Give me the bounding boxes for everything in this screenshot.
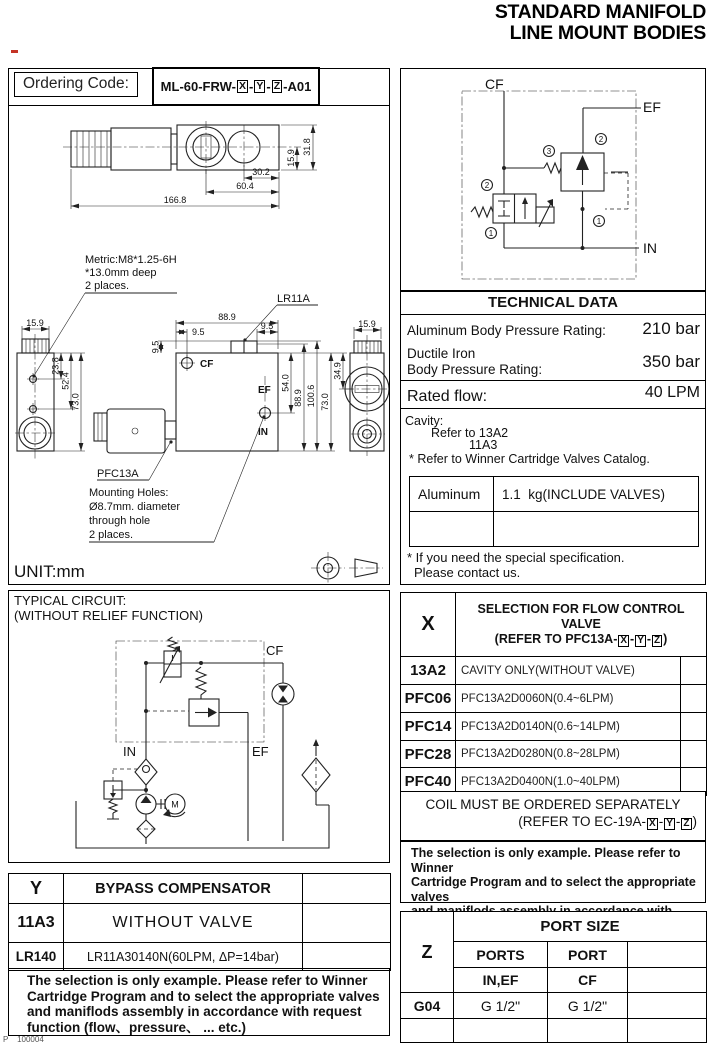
dim-60-4: 60.4 bbox=[236, 181, 254, 191]
weight-table bbox=[409, 476, 699, 547]
footer-note: P 100004 bbox=[3, 1035, 44, 1044]
selection-note-right: The selection is only example. Please refer to Winner Cartridge Program and to select the appropriate valves bbox=[400, 841, 706, 903]
coil-note-box bbox=[400, 791, 706, 841]
table-row: IN,EF CF bbox=[401, 968, 707, 993]
typical-circuit-title-1: TYPICAL CIRCUIT: bbox=[14, 593, 127, 608]
z-table bbox=[400, 911, 707, 1043]
svg-text:through hole: through hole bbox=[89, 515, 151, 527]
weight-material: Aluminum bbox=[410, 477, 494, 512]
svg-text:2 places.: 2 places. bbox=[85, 280, 130, 292]
ordering-code-y: Y bbox=[256, 80, 264, 92]
z-key: Z bbox=[401, 912, 454, 993]
ordering-code-value: ML-60-FRW- X - Y - Z -A01 bbox=[152, 67, 320, 106]
dim-9-5-left: 9.5 bbox=[192, 327, 205, 337]
circuit-compensator bbox=[189, 667, 219, 726]
circuit-motor-cf bbox=[272, 683, 294, 705]
left-end-view bbox=[15, 318, 85, 459]
weight-value: 1.1 kg(INCLUDE VALVES) bbox=[494, 477, 699, 512]
typical-circuit-panel bbox=[8, 590, 390, 863]
circuit-cf-label: CF bbox=[266, 643, 284, 658]
dim-54-0: 54.0 bbox=[280, 374, 291, 392]
symbol-panel bbox=[400, 68, 706, 291]
cavity-ref-2: 11A3 bbox=[469, 438, 498, 452]
ordering-code-z: Z bbox=[273, 80, 281, 92]
lr11a-label bbox=[243, 293, 318, 342]
dim-52-4: 52.4 bbox=[60, 372, 71, 390]
page-title bbox=[286, 2, 706, 44]
drawing-panel bbox=[8, 68, 390, 585]
table-row: PORTS PORT bbox=[401, 942, 707, 968]
ordering-code-label: Ordering Code: bbox=[14, 72, 138, 97]
dim-166-8: 166.8 bbox=[163, 195, 187, 205]
selection-note-left: The selection is only example. Please refer to Winner Cartridge Program and to select the appropriate valves and maniflods assembly in accordance with request function (flow、pressure、 ... etc.) bbox=[8, 968, 390, 1036]
dim-15-9-top: 15.9 bbox=[286, 149, 296, 167]
table-row: PFC14 PFC13A2D0140N(0.6~14LPM) bbox=[401, 713, 707, 741]
ef-port-label: EF bbox=[258, 385, 271, 396]
svg-text:LR11A: LR11A bbox=[277, 293, 310, 305]
svg-text:Metric:M8*1.25-6H: Metric:M8*1.25-6H bbox=[85, 254, 177, 266]
ordering-code-suffix: -A01 bbox=[283, 79, 312, 94]
ordering-code-prefix: ML-60-FRW- bbox=[160, 79, 236, 94]
circuit-in-label: IN bbox=[123, 744, 136, 759]
right-end-view bbox=[345, 319, 389, 456]
valve-schematic bbox=[401, 69, 704, 289]
schematic-in-label: IN bbox=[643, 240, 657, 256]
technical-data-header: TECHNICAL DATA bbox=[488, 294, 618, 311]
dim-100-6: 100.6 bbox=[306, 384, 316, 408]
svg-text:Mounting Holes:: Mounting Holes: bbox=[89, 487, 169, 499]
circuit-flow-valve bbox=[160, 637, 181, 683]
technical-data-panel bbox=[400, 291, 706, 585]
table-header-row bbox=[401, 593, 707, 657]
dim-73-0-left: 73.0 bbox=[70, 393, 81, 411]
y-table bbox=[8, 873, 391, 971]
flow-control-valve-symbol bbox=[471, 194, 554, 227]
table-row bbox=[410, 477, 699, 512]
dim-34-9: 34.9 bbox=[332, 362, 343, 380]
table-row: LR140 LR11A30140N(60LPM, ΔP=14bar) bbox=[9, 943, 391, 971]
dim-30-2: 30.2 bbox=[252, 167, 270, 177]
special-spec-note: * If you need the special specification. Please contact us. bbox=[407, 550, 625, 580]
pfc13a-valve bbox=[94, 409, 176, 480]
circuit-relief-valve bbox=[104, 781, 122, 819]
rated-flow-value: 40 LPM bbox=[644, 384, 700, 401]
pressure-rating-aluminum-value: 210 bar bbox=[642, 319, 700, 338]
unit-label: UNIT:mm bbox=[14, 562, 85, 581]
dim-31-8: 31.8 bbox=[302, 138, 312, 156]
circuit-check-valve bbox=[135, 759, 157, 785]
table-row: PFC06 PFC13A2D0060N(0.4~6LPM) bbox=[401, 685, 707, 713]
cavity-note: * Refer to Winner Cartridge Valves Catalog. bbox=[409, 452, 650, 466]
page-title-line1: STANDARD MANIFOLD bbox=[494, 1, 706, 23]
ordering-code-x: X bbox=[239, 80, 247, 92]
top-side-view bbox=[63, 121, 317, 209]
dimension-drawing bbox=[9, 106, 389, 584]
svg-text:3: 3 bbox=[546, 147, 552, 156]
table-row: PFC28 PFC13A2D0280N(0.8~28LPM) bbox=[401, 741, 707, 768]
y-header: BYPASS COMPENSATOR bbox=[64, 874, 303, 904]
rated-flow-label: Rated flow: bbox=[407, 388, 488, 405]
coil-note-line1: COIL MUST BE ORDERED SEPARATELY bbox=[425, 797, 681, 812]
cavity-ref-1: Refer to 13A2 bbox=[431, 426, 509, 440]
pressure-rating-ductile-value: 350 bar bbox=[642, 352, 700, 371]
svg-text:Ø8.7mm. diameter: Ø8.7mm. diameter bbox=[89, 501, 181, 513]
circuit-return-filter bbox=[302, 739, 330, 805]
dim-15-9-right: 15.9 bbox=[358, 319, 376, 329]
pfc13a-label: PFC13A bbox=[97, 468, 139, 480]
table-row: G04 G 1/2" G 1/2" bbox=[401, 993, 707, 1019]
circuit-pump-motor bbox=[136, 794, 185, 817]
x-key: X bbox=[401, 593, 456, 657]
page-title-line2: LINE MOUNT BODIES bbox=[509, 22, 706, 44]
table-header-row bbox=[401, 912, 707, 942]
schematic-cf-label: CF bbox=[485, 76, 504, 92]
circuit-ef-label: EF bbox=[252, 744, 269, 759]
dim-9-5-right: 9.5 bbox=[260, 321, 274, 331]
table-row: 11A3 WITHOUT VALVE bbox=[9, 904, 391, 943]
svg-text:*13.0mm deep: *13.0mm deep bbox=[85, 267, 157, 279]
pressure-rating-aluminum-label: Aluminum Body Pressure Rating: bbox=[407, 323, 606, 338]
table-row bbox=[401, 1019, 707, 1043]
compensator-symbol bbox=[561, 153, 604, 191]
table-row bbox=[410, 512, 699, 547]
projection-symbol bbox=[311, 552, 383, 584]
svg-text:1: 1 bbox=[488, 229, 494, 238]
table-row: 13A2 CAVITY ONLY(WITHOUT VALVE) bbox=[401, 657, 707, 685]
cavity-title: Cavity: bbox=[405, 414, 444, 428]
svg-text:1: 1 bbox=[596, 217, 602, 226]
svg-text:2 places.: 2 places. bbox=[89, 529, 134, 541]
z-header: PORT SIZE bbox=[454, 912, 707, 942]
dim-88-9-vert: 88.9 bbox=[293, 389, 303, 407]
table-row: PFC40 PFC13A2D0400N(1.0~40LPM) bbox=[401, 768, 707, 796]
svg-text:2: 2 bbox=[598, 135, 604, 144]
schematic-lines bbox=[502, 91, 641, 250]
cf-port-label: CF bbox=[200, 359, 214, 370]
y-key: Y bbox=[9, 874, 64, 904]
stray-red-mark bbox=[11, 50, 18, 53]
dim-15-9-left: 15.9 bbox=[26, 318, 44, 328]
typical-circuit-drawing bbox=[9, 591, 388, 861]
table-header-row bbox=[9, 874, 391, 904]
x-selection-table bbox=[400, 592, 707, 796]
coil-note-line2: (REFER TO EC-19A- X - Y - Z ) bbox=[518, 814, 697, 829]
dim-23-8: 23.8 bbox=[50, 357, 61, 375]
in-port-label: IN bbox=[258, 427, 268, 438]
dim-88-9-top: 88.9 bbox=[218, 312, 236, 322]
circuit-strainer bbox=[137, 820, 155, 838]
pressure-rating-ductile-label: Ductile Iron Body Pressure Rating: bbox=[407, 346, 543, 377]
dim-9-5-vert: 9.5 bbox=[150, 340, 161, 354]
schematic-ef-label: EF bbox=[643, 99, 661, 115]
typical-circuit-title-2: (WITHOUT RELIEF FUNCTION) bbox=[14, 608, 203, 623]
x-header: SELECTION FOR FLOW CONTROL VALVE (REFER TO PFC13A- X - Y - Z ) bbox=[456, 593, 707, 657]
dim-73-0-right: 73.0 bbox=[320, 393, 330, 411]
circuit-motor-m-label: M bbox=[171, 799, 179, 810]
svg-text:2: 2 bbox=[484, 181, 490, 190]
